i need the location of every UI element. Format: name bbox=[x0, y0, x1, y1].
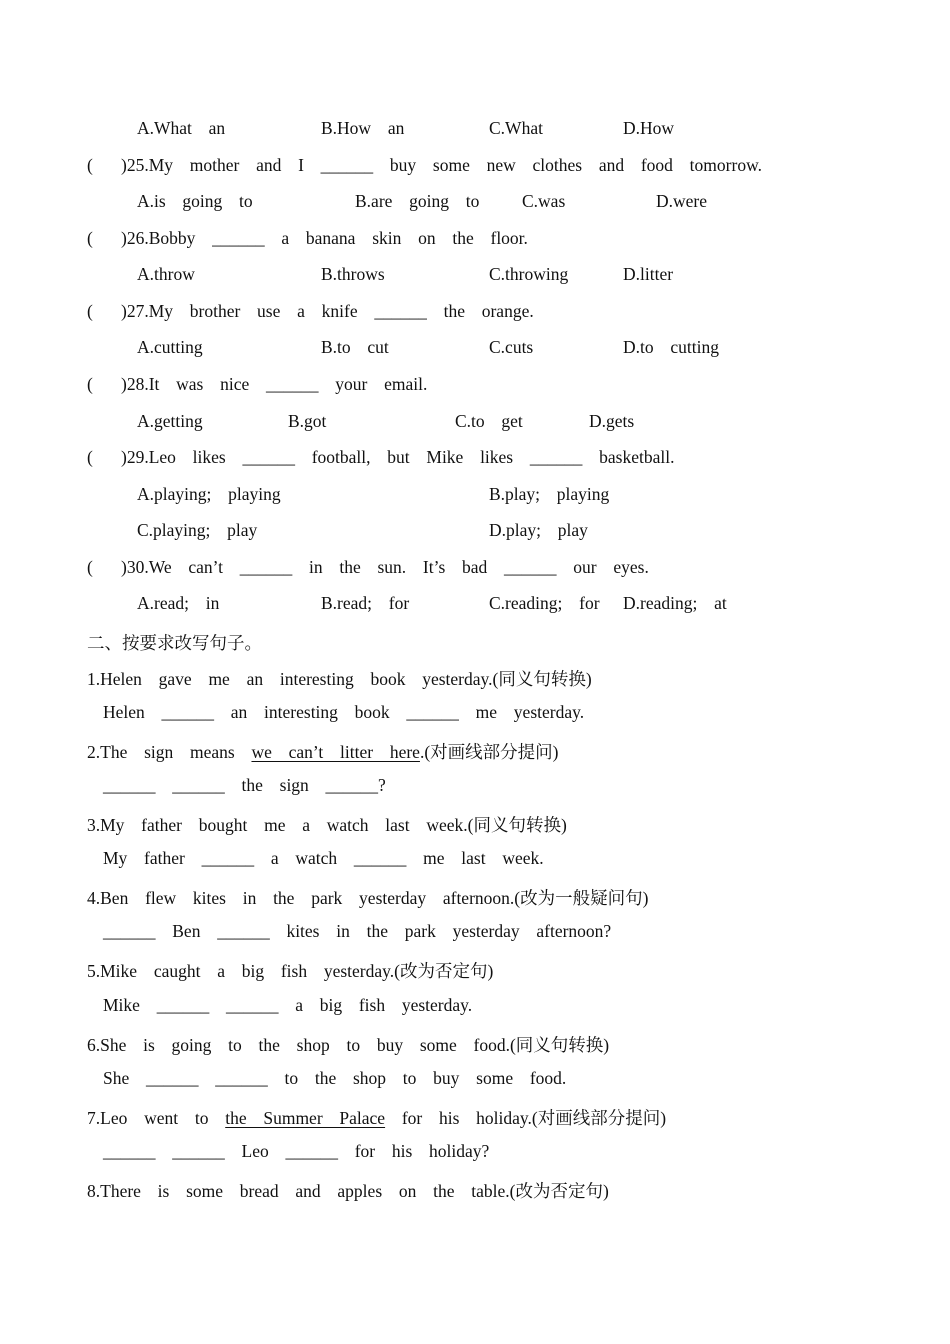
q28-option-a: A.getting bbox=[137, 411, 203, 431]
rewrite-4-answer: ______ Ben ______ kites in the park yesterday afternoon? bbox=[103, 921, 612, 941]
q28-stem: )28.It was nice ______ your email. bbox=[121, 374, 428, 394]
q27-option-a: A.cutting bbox=[137, 337, 203, 357]
q26-option-d: D.litter bbox=[623, 264, 674, 284]
q28-paren: ( bbox=[87, 374, 93, 394]
q25-option-a: A.is going to bbox=[137, 191, 253, 211]
q24-option-a: A.What an bbox=[137, 118, 226, 138]
q27-paren: ( bbox=[87, 301, 93, 321]
q29-option-b: B.play; playing bbox=[489, 484, 610, 504]
rewrite-7-answer: ______ ______ Leo ______ for his holiday? bbox=[103, 1141, 490, 1161]
section2-heading: 二、按要求改写句子。 bbox=[87, 633, 262, 653]
q28-option-c: C.to get bbox=[455, 411, 523, 431]
q24-option-b: B.How an bbox=[321, 118, 405, 138]
q29-option-c: C.playing; play bbox=[137, 520, 258, 540]
q27-option-d: D.to cutting bbox=[623, 337, 719, 357]
q26-stem: )26.Bobby ______ a banana skin on the floor. bbox=[121, 228, 528, 248]
q25-option-c: C.was bbox=[522, 191, 566, 211]
rewrite-3-question: 3.My father bought me a watch last week.(同义句转换) bbox=[87, 815, 567, 835]
rewrite-7-underlined-part: the Summer Palace bbox=[225, 1108, 386, 1128]
q29-stem: )29.Leo likes ______ football, but Mike likes ______ basketball. bbox=[121, 447, 675, 467]
q27-stem: )27.My brother use a knife ______ the orange. bbox=[121, 301, 534, 321]
rewrite-6-answer: She ______ ______ to the shop to buy some food. bbox=[103, 1068, 567, 1088]
q25-option-b: B.are going to bbox=[355, 191, 480, 211]
rewrite-1-answer: Helen ______ an interesting book ______ me yesterday. bbox=[103, 702, 585, 722]
rewrite-5-question: 5.Mike caught a big fish yesterday.(改为否定句) bbox=[87, 961, 494, 981]
q30-stem: )30.We can’t ______ in the sun. It’s bad ______ our eyes. bbox=[121, 557, 649, 577]
q26-option-c: C.throwing bbox=[489, 264, 569, 284]
q30-option-b: B.read; for bbox=[321, 593, 410, 613]
q25-stem: )25.My mother and I ______ buy some new clothes and food tomorrow. bbox=[121, 155, 762, 175]
rewrite-8-question: 8.There is some bread and apples on the table.(改为否定句) bbox=[87, 1181, 609, 1201]
q30-paren: ( bbox=[87, 557, 93, 577]
q27-option-b: B.to cut bbox=[321, 337, 389, 357]
rewrite-4-question: 4.Ben flew kites in the park yesterday afternoon.(改为一般疑问句) bbox=[87, 888, 649, 908]
rewrite-2-question bbox=[87, 739, 558, 764]
q29-option-d: D.play; play bbox=[489, 520, 588, 540]
q26-option-b: B.throws bbox=[321, 264, 385, 284]
rewrite-2-underlined-part: we can’t litter here bbox=[251, 742, 420, 762]
q25-option-d: D.were bbox=[656, 191, 708, 211]
rewrite-7-question-post: for his holiday.(对画线部分提问) bbox=[385, 1108, 667, 1128]
q28-option-d: D.gets bbox=[589, 411, 635, 431]
q26-option-a: A.throw bbox=[137, 264, 195, 284]
q24-option-c: C.What bbox=[489, 118, 543, 138]
rewrite-2-question-post: .(对画线部分提问) bbox=[419, 742, 559, 762]
q29-paren: ( bbox=[87, 447, 93, 467]
q29-option-a: A.playing; playing bbox=[137, 484, 281, 504]
q30-option-a: A.read; in bbox=[137, 593, 220, 613]
rewrite-2-answer: ______ ______ the sign ______? bbox=[103, 775, 386, 795]
rewrite-3-answer: My father ______ a watch ______ me last week. bbox=[103, 848, 544, 868]
rewrite-5-answer: Mike ______ ______ a big fish yesterday. bbox=[103, 995, 473, 1015]
q30-option-c: C.reading; for bbox=[489, 593, 600, 613]
rewrite-2-question-pre: 2.The sign means bbox=[87, 742, 252, 762]
rewrite-1-question: 1.Helen gave me an interesting book yesterday.(同义句转换) bbox=[87, 669, 592, 689]
q26-paren: ( bbox=[87, 228, 93, 248]
rewrite-7-question bbox=[87, 1105, 666, 1130]
q30-option-d: D.reading; at bbox=[623, 593, 727, 613]
q27-option-c: C.cuts bbox=[489, 337, 534, 357]
q28-option-b: B.got bbox=[288, 411, 327, 431]
rewrite-7-question-pre: 7.Leo went to bbox=[87, 1108, 226, 1128]
rewrite-6-question: 6.She is going to the shop to buy some food.(同义句转换) bbox=[87, 1035, 610, 1055]
q24-option-d: D.How bbox=[623, 118, 675, 138]
q25-paren: ( bbox=[87, 155, 93, 175]
